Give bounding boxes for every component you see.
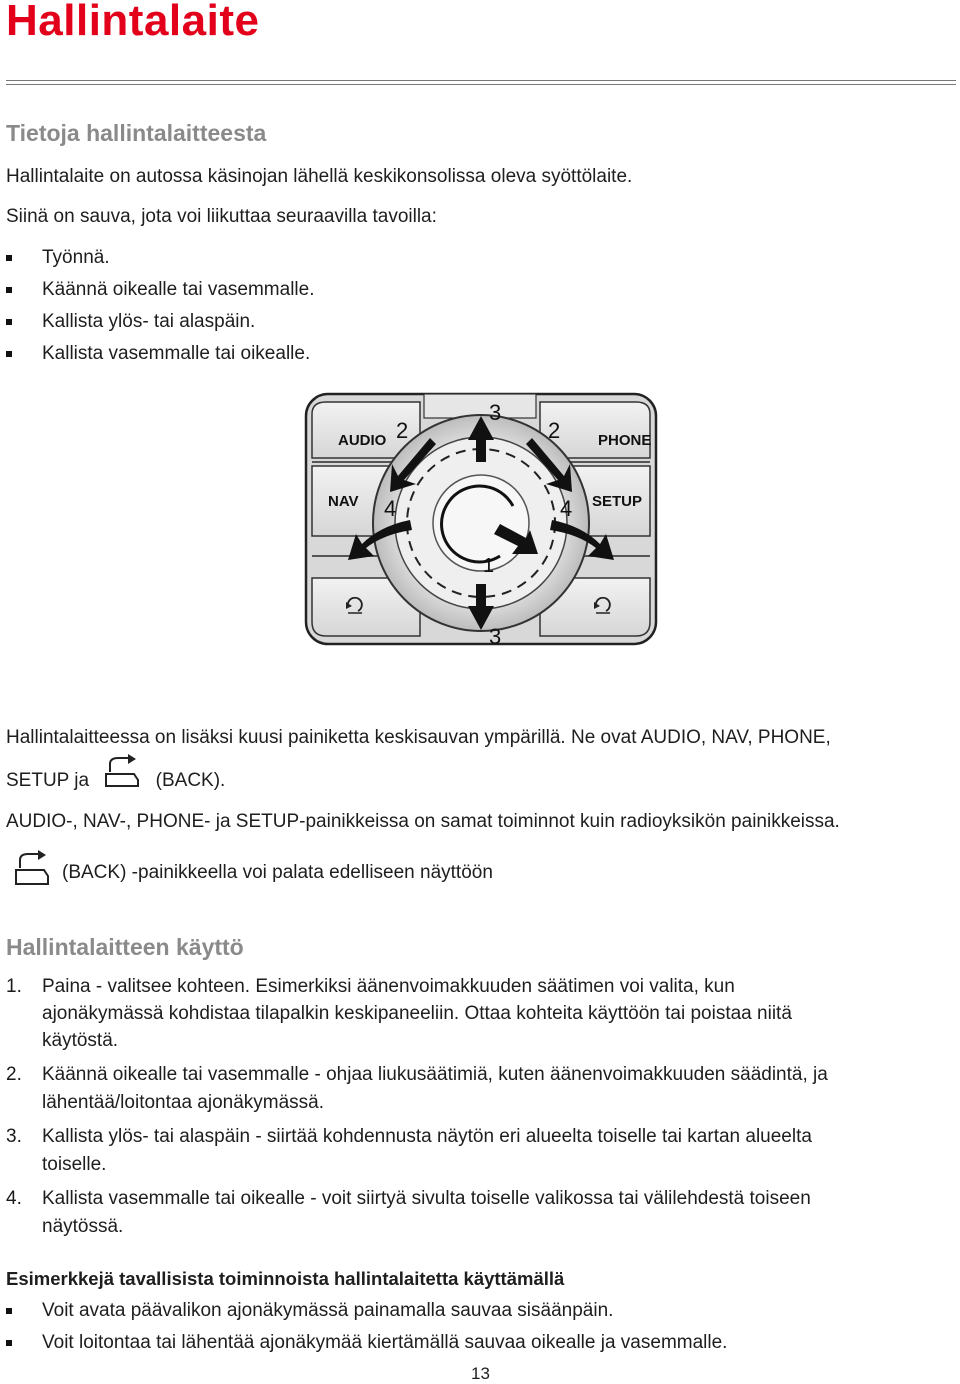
section-heading-about: Tietoja hallintalaitteesta [6,120,267,146]
label-4-right: 4 [560,496,573,521]
paragraph-intro: Hallintalaite on autossa käsinojan lähellä keskikonsolissa oleva syöttölaite. [6,166,633,187]
list-item: Työnnä. [42,247,110,268]
list-item: Voit avata päävalikon ajonäkymässä painamalla sauvaa sisäänpäin. [42,1300,614,1321]
paragraph-stick: Siinä on sauva, jota voi liikuttaa seuraavilla tavoilla: [6,206,437,227]
list-item-cont: toiselle. [42,1154,107,1175]
list-item: Käännä oikealle tai vasemmalle - ohjaa liukusäätimiä, kuten äänenvoimakkuuden säädintä, ja [42,1064,828,1085]
bullet-marker [6,287,12,293]
back-icon [14,848,54,888]
bullet-marker [6,319,12,325]
text-setup-ja: SETUP ja [6,770,90,791]
label-2-left: 2 [396,418,409,443]
bullet-marker [6,351,12,357]
list-item-cont: näytössä. [42,1216,124,1237]
text-back: (BACK). [155,770,226,791]
section-heading-examples: Esimerkkejä tavallisista toiminnoista hallintalaitetta käyttämällä [6,1268,565,1289]
paragraph-same-functions: AUDIO-, NAV-, PHONE- ja SETUP-painikkeissa on samat toiminnot kuin radioyksikön painikkeissa. [6,811,840,832]
label-audio: AUDIO [338,432,387,449]
list-item: Kallista ylös- tai alaspäin - siirtää kohdennusta näytön eri alueelta toiselle tai kartan alueelta [42,1126,812,1147]
list-item-cont: ajonäkymässä kohdistaa tilapalkin keskipaneeliin. Ottaa kohteita käyttöön tai poistaa niitä [42,1003,792,1024]
list-item: Voit loitontaa tai lähentää ajonäkymää kiertämällä sauvaa oikealle ja vasemmalle. [42,1332,728,1353]
label-setup: SETUP [592,493,643,510]
page-number: 13 [471,1364,490,1383]
label-3-top: 3 [489,400,502,425]
list-item: Kallista ylös- tai alaspäin. [42,311,256,332]
paragraph-back-info [14,848,493,888]
label-3-bottom: 3 [489,624,502,649]
list-item: Kallista vasemmalle tai oikealle - voit siirtyä sivulta toiselle valikossa tai välilehdestä toiseen [42,1188,811,1209]
paragraph-buttons-cont [6,770,225,792]
list-item-cont: käytöstä. [42,1030,119,1051]
label-nav: NAV [328,493,359,510]
list-item-cont: lähentää/loitontaa ajonäkymässä. [42,1092,325,1113]
list-number: 4. [6,1188,22,1209]
label-1: 1 [483,555,495,577]
list-number: 1. [6,976,22,997]
page-title: Hallintalaite [6,0,260,45]
list-item: Paina - valitsee kohteen. Esimerkiksi äänenvoimakkuuden säätimen voi valita, kun [42,976,735,997]
title-divider [6,80,956,85]
bullet-marker [6,1308,12,1314]
text-back-info: (BACK) -painikkeella voi palata edelliseen näyttöön [62,862,493,883]
list-item: Käännä oikealle tai vasemmalle. [42,279,315,300]
label-phone: PHONE [598,432,652,449]
paragraph-buttons: Hallintalaitteessa on lisäksi kuusi painiketta keskisauvan ympärillä. Ne ovat AUDIO, NAV, PHONE, [6,727,831,748]
label-4-left: 4 [384,496,397,521]
bullet-marker [6,255,12,261]
list-number: 3. [6,1126,22,1147]
label-2-right: 2 [548,418,561,443]
section-heading-usage: Hallintalaitteen käyttö [6,934,244,960]
list-item: Kallista vasemmalle tai oikealle. [42,343,311,364]
list-number: 2. [6,1064,22,1085]
back-icon [104,754,144,790]
bullet-marker [6,1340,12,1346]
controller-illustration [300,388,662,650]
